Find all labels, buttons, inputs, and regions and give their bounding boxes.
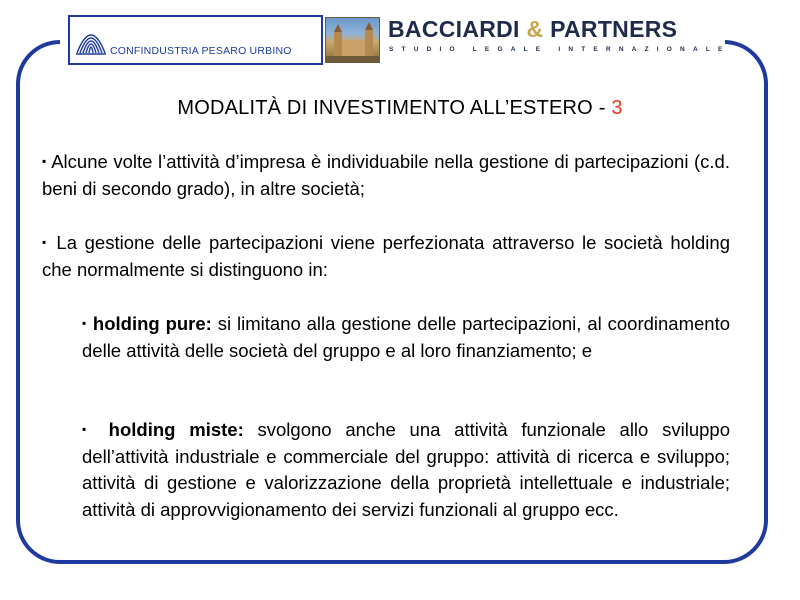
bullet-icon: ▪ xyxy=(82,316,88,330)
paragraph-holding-miste xyxy=(82,416,730,523)
castle-photo xyxy=(325,17,380,63)
firm-name-ampersand: & xyxy=(526,16,544,42)
paragraph-2 xyxy=(42,229,730,283)
paragraph-2-text: La gestione delle partecipazioni viene perfezionata attraverso le società holding che normalmente si distinguono in: xyxy=(42,232,730,280)
confindustria-logo xyxy=(68,15,323,65)
firm-name-part1: BACCIARDI xyxy=(388,16,527,42)
holding-miste-label: holding miste: xyxy=(94,419,244,440)
holding-pure-label: holding pure: xyxy=(87,313,212,334)
slide-title xyxy=(0,97,800,120)
firm-name xyxy=(388,16,718,43)
bullet-icon: ▪ xyxy=(42,235,49,249)
holding-miste-text: svolgono anche una attività funzionale allo sviluppo dell’attività industriale e commerciale del gruppo: attività di ricerca e sviluppo; attività di gestione e valorizzazione della proprietà intellettuale e industriale; attività di approvvigionamento dei servizi funzionali al gruppo ecc. xyxy=(82,419,730,520)
holding-pure-text: si limitano alla gestione delle partecipazioni, al coordinamento delle attività delle società del gruppo e al loro finanziamento; e xyxy=(82,313,730,361)
confindustria-emblem-icon xyxy=(74,23,108,57)
paragraph-1 xyxy=(42,148,730,202)
slide-title-text: MODALITÀ DI INVESTIMENTO ALL’ESTERO - xyxy=(177,97,612,119)
paragraph-holding-pure xyxy=(82,310,730,364)
slide-number: 3 xyxy=(611,97,623,119)
firm-name-part2: PARTNERS xyxy=(543,16,678,42)
firm-tagline: STUDIO LEGALE INTERNAZIONALE xyxy=(389,46,731,53)
confindustria-logo-text: CONFINDUSTRIA PESARO URBINO xyxy=(110,45,292,57)
paragraph-1-text: Alcune volte l’attività d’impresa è individuabile nella gestione di partecipazioni (c.d. beni di secondo grado), in altre società; xyxy=(42,151,730,199)
castle-photo-drawing xyxy=(326,18,380,63)
bullet-icon: ▪ xyxy=(82,422,95,436)
bullet-icon: ▪ xyxy=(42,154,47,168)
